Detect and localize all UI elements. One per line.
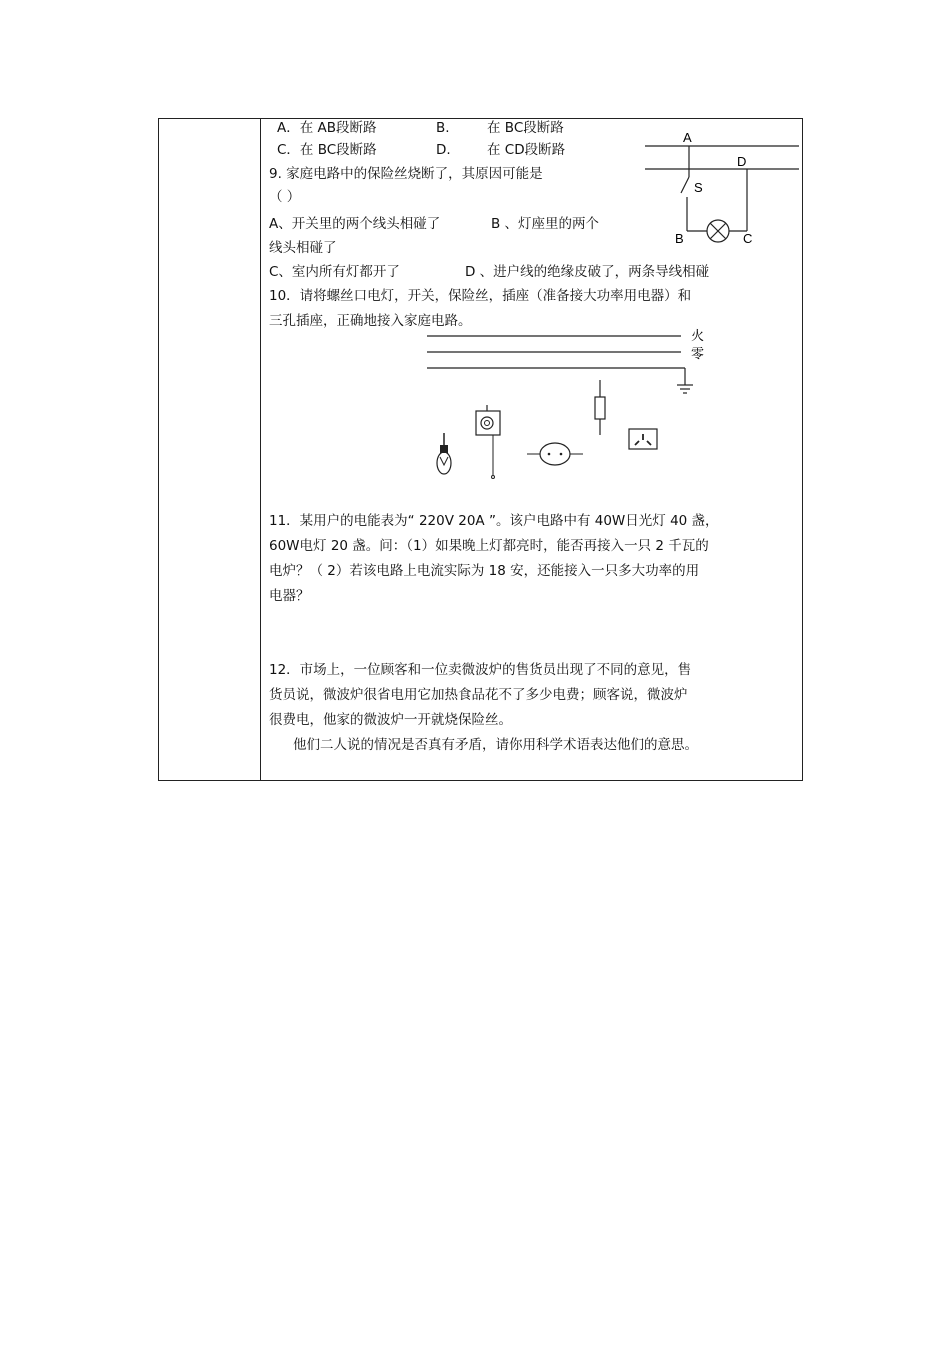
q12-line-2: 货员说，微波炉很省电用它加热食品花不了多少电费；顾客说，微波炉 bbox=[269, 687, 688, 703]
q11-line-3: 电炉？（ 2）若该电路上电流实际为 18 安，还能接入一只多大功率的用 bbox=[269, 563, 700, 579]
q9-option-d: D 、进户线的绝缘皮破了，两条导线相碰 bbox=[465, 264, 710, 280]
label-b: B bbox=[675, 231, 684, 246]
q8-option-c: C．在 BC段断路 bbox=[277, 142, 377, 158]
q12-line-3: 很费电，他家的微波炉一开就烧保险丝。 bbox=[269, 712, 512, 728]
q12-line-1: 12．市场上，一位顾客和一位卖微波炉的售货员出现了不同的意见，售 bbox=[269, 662, 692, 678]
q8-circuit-diagram bbox=[643, 125, 803, 255]
q9-option-c: C、室内所有灯都开了 bbox=[269, 264, 400, 280]
q11-line-4: 电器？ bbox=[269, 588, 310, 604]
q11-line-2: 60W电灯 20 盏。问：（1）如果晚上灯都亮时，能否再接入一只 2 千瓦的 bbox=[269, 538, 709, 554]
ground-icon bbox=[677, 385, 693, 393]
pull-switch-icon bbox=[476, 405, 500, 479]
q9-blank: （ ） bbox=[269, 189, 301, 205]
q9-option-b: B 、灯座里的两个 bbox=[491, 216, 600, 232]
label-s: S bbox=[694, 180, 703, 195]
fuse-icon bbox=[595, 380, 605, 435]
q8-option-a: A．在 AB段断路 bbox=[277, 120, 377, 136]
question-table bbox=[158, 118, 803, 781]
q8-option-d: D. bbox=[436, 142, 451, 158]
q12-line-4: 他们二人说的情况是否真有矛盾，请你用科学术语表达他们的意思。 bbox=[293, 737, 698, 753]
three-pin-socket-icon bbox=[629, 429, 657, 449]
q8-option-b-text: 在 BC段断路 bbox=[487, 120, 564, 136]
live-label: 火 bbox=[691, 329, 705, 344]
label-d: D bbox=[737, 154, 747, 169]
q9-option-a: A、开关里的两个线头相碰了 bbox=[269, 216, 441, 232]
neutral-label: 零 bbox=[691, 347, 705, 362]
screw-lamp-icon bbox=[437, 433, 451, 474]
q10-line-2: 三孔插座，正确地接入家庭电路。 bbox=[269, 313, 472, 329]
q8-option-d-text: 在 CD段断路 bbox=[487, 142, 566, 158]
q9-stem: 9. 家庭电路中的保险丝烧断了，其原因可能是 bbox=[269, 166, 543, 182]
label-c: C bbox=[743, 231, 753, 246]
q8-option-b: B. bbox=[436, 120, 450, 136]
label-a: A bbox=[683, 130, 692, 145]
q11-line-1: 11．某用户的电能表为“ 220V 20A ”。该户电路中有 40W日光灯 40 盏， bbox=[269, 513, 719, 529]
column-divider bbox=[260, 119, 261, 780]
q10-wiring-diagram bbox=[425, 323, 715, 493]
two-pin-socket-icon bbox=[527, 443, 583, 465]
q9-option-b-continued: 线头相碰了 bbox=[269, 240, 337, 256]
q10-line-1: 10．请将螺丝口电灯，开关，保险丝，插座（准备接大功率用电器）和 bbox=[269, 288, 692, 304]
